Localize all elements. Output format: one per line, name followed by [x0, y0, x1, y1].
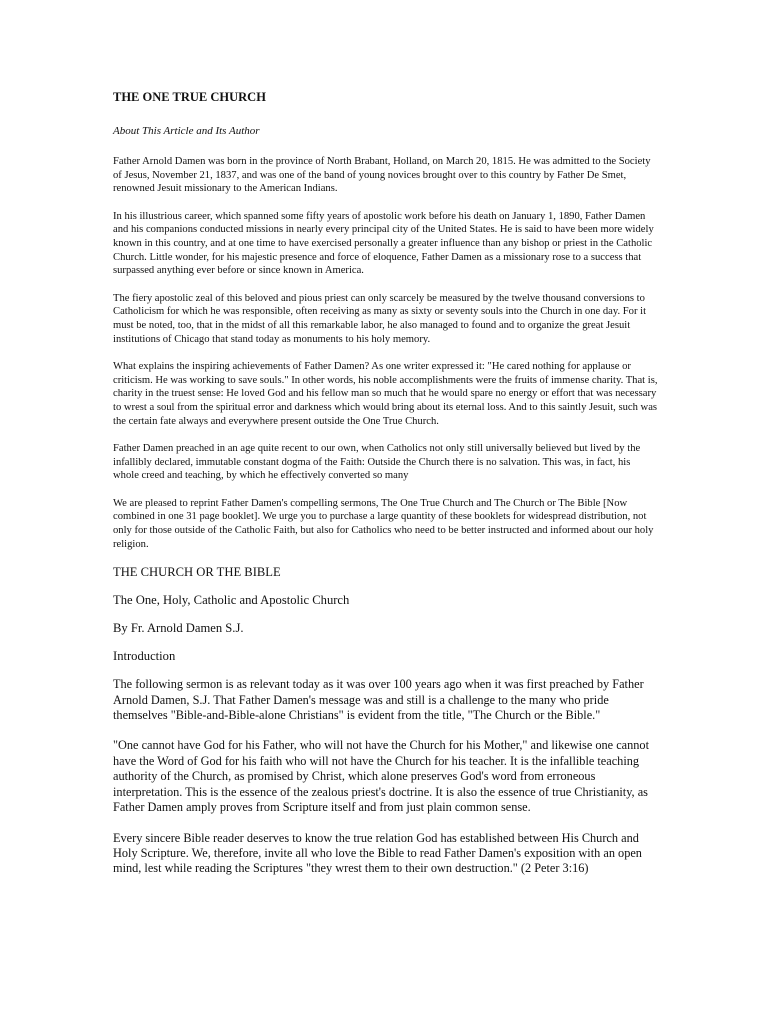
author-section — [113, 155, 658, 551]
document-title: THE ONE TRUE CHURCH — [113, 90, 266, 104]
intro-paragraph: "One cannot have God for his Father, who will not have the Church for his Mother," and likewise one cannot have the Word of God for his faith who will not have the Church for his teacher. It is the infallible teaching authority of the Church, as promised by Christ, which alone preserves God's word from erroneous interpretation. This is the essence of the zealous priest's doctrine. It is also the essence of true Christianity, as Father Damen amply proves from Scripture itself and from just plain common sense. — [113, 738, 649, 815]
paragraph: In his illustrious career, which spanned some fifty years of apostolic work before his death on January 1, 1890, Father Damen and his companions conducted missions in nearly every principal city of the United States. He is said to have been more widely known in this country, and at one time to have exercised personally a greater influence than any bishop or priest in the Catholic Church. Little wonder, for his majestic presence and force of eloquence, Father Damen as a missionary rose to a success that surpassed anything ever before or since known in America. — [113, 210, 654, 277]
intro-paragraph: The following sermon is as relevant today as it was over 100 years ago when it was first preached by Father Arnold Damen, S.J. That Father Damen's message was and still is a challenge to the many who pride themselves "Bible-and-Bible-alone Christians" is evident from the title, "The Church or the Bible." — [113, 677, 644, 723]
intro-paragraph: Every sincere Bible reader deserves to know the true relation God has established between His Church and Holy Scripture. We, therefore, invite all who love the Bible to read Father Damen's exposition with an open mind, lest while reading the Scriptures "they wrest them to their own destruction." (2 Peter 3:16) — [113, 830, 642, 876]
paragraph: Father Damen preached in an age quite recent to our own, when Catholics not only still universally believed but lived by the infallibly declared, immutable constant dogma of the Faith: Outside the Church there is no salvation. This was, in fact, his whole creed and teaching, by which he effectively converted so many — [113, 443, 641, 482]
section-subheading: The One, Holy, Catholic and Apostolic Church — [113, 593, 350, 608]
document-content — [113, 90, 658, 892]
sermon-section — [113, 565, 658, 876]
paragraph: What explains the inspiring achievements of Father Damen? As one writer expressed it: "He cared nothing for applause or criticism. He was working to save souls." In other words, his noble accomplishments were the fruits of immense charity. That is, charity in the truest sense: He loved God and his fellow man so much that he would spare no energy or effort that was necessary to wrest a soul from the spiritual error and darkness which would bring about its eternal loss. And to this saintly Jesuit, such was the certain fate always and everywhere present outside the One True Church. — [113, 361, 658, 427]
intro-heading: Introduction — [113, 649, 176, 664]
section-heading: THE CHURCH OR THE BIBLE — [113, 565, 281, 580]
paragraph: We are pleased to reprint Father Damen's compelling sermons, The One True Church and The Church or The Bible [Now combined in one 31 page booklet]. We urge you to purchase a large quantity of these booklets for widespread distribution, not only for those outside of the Catholic Faith, but also for Catholics who need to be better instructed and informed about our holy religion. — [113, 497, 654, 550]
paragraph: The fiery apostolic zeal of this beloved and pious priest can only scarcely be measured by the twelve thousand conversions to Catholicism for which he was responsible, often receiving as many as sixty or seventy souls into the Church in one day. For it must be noted, too, that in the midst of all this remarkable labor, he also managed to found and to organize the great Jesuit institutions of Chicago that stand today as monuments to his holy memory. — [113, 292, 647, 345]
byline: By Fr. Arnold Damen S.J. — [113, 621, 244, 636]
document-subtitle: About This Article and Its Author — [113, 125, 260, 137]
paragraph: Father Arnold Damen was born in the province of North Brabant, Holland, on March 20, 1815. He was admitted to the Society of Jesus, November 21, 1837, and was one of the band of young novices brought over to this country by Father De Smet, renowned Jesuit missionary to the American Indians. — [113, 156, 651, 195]
